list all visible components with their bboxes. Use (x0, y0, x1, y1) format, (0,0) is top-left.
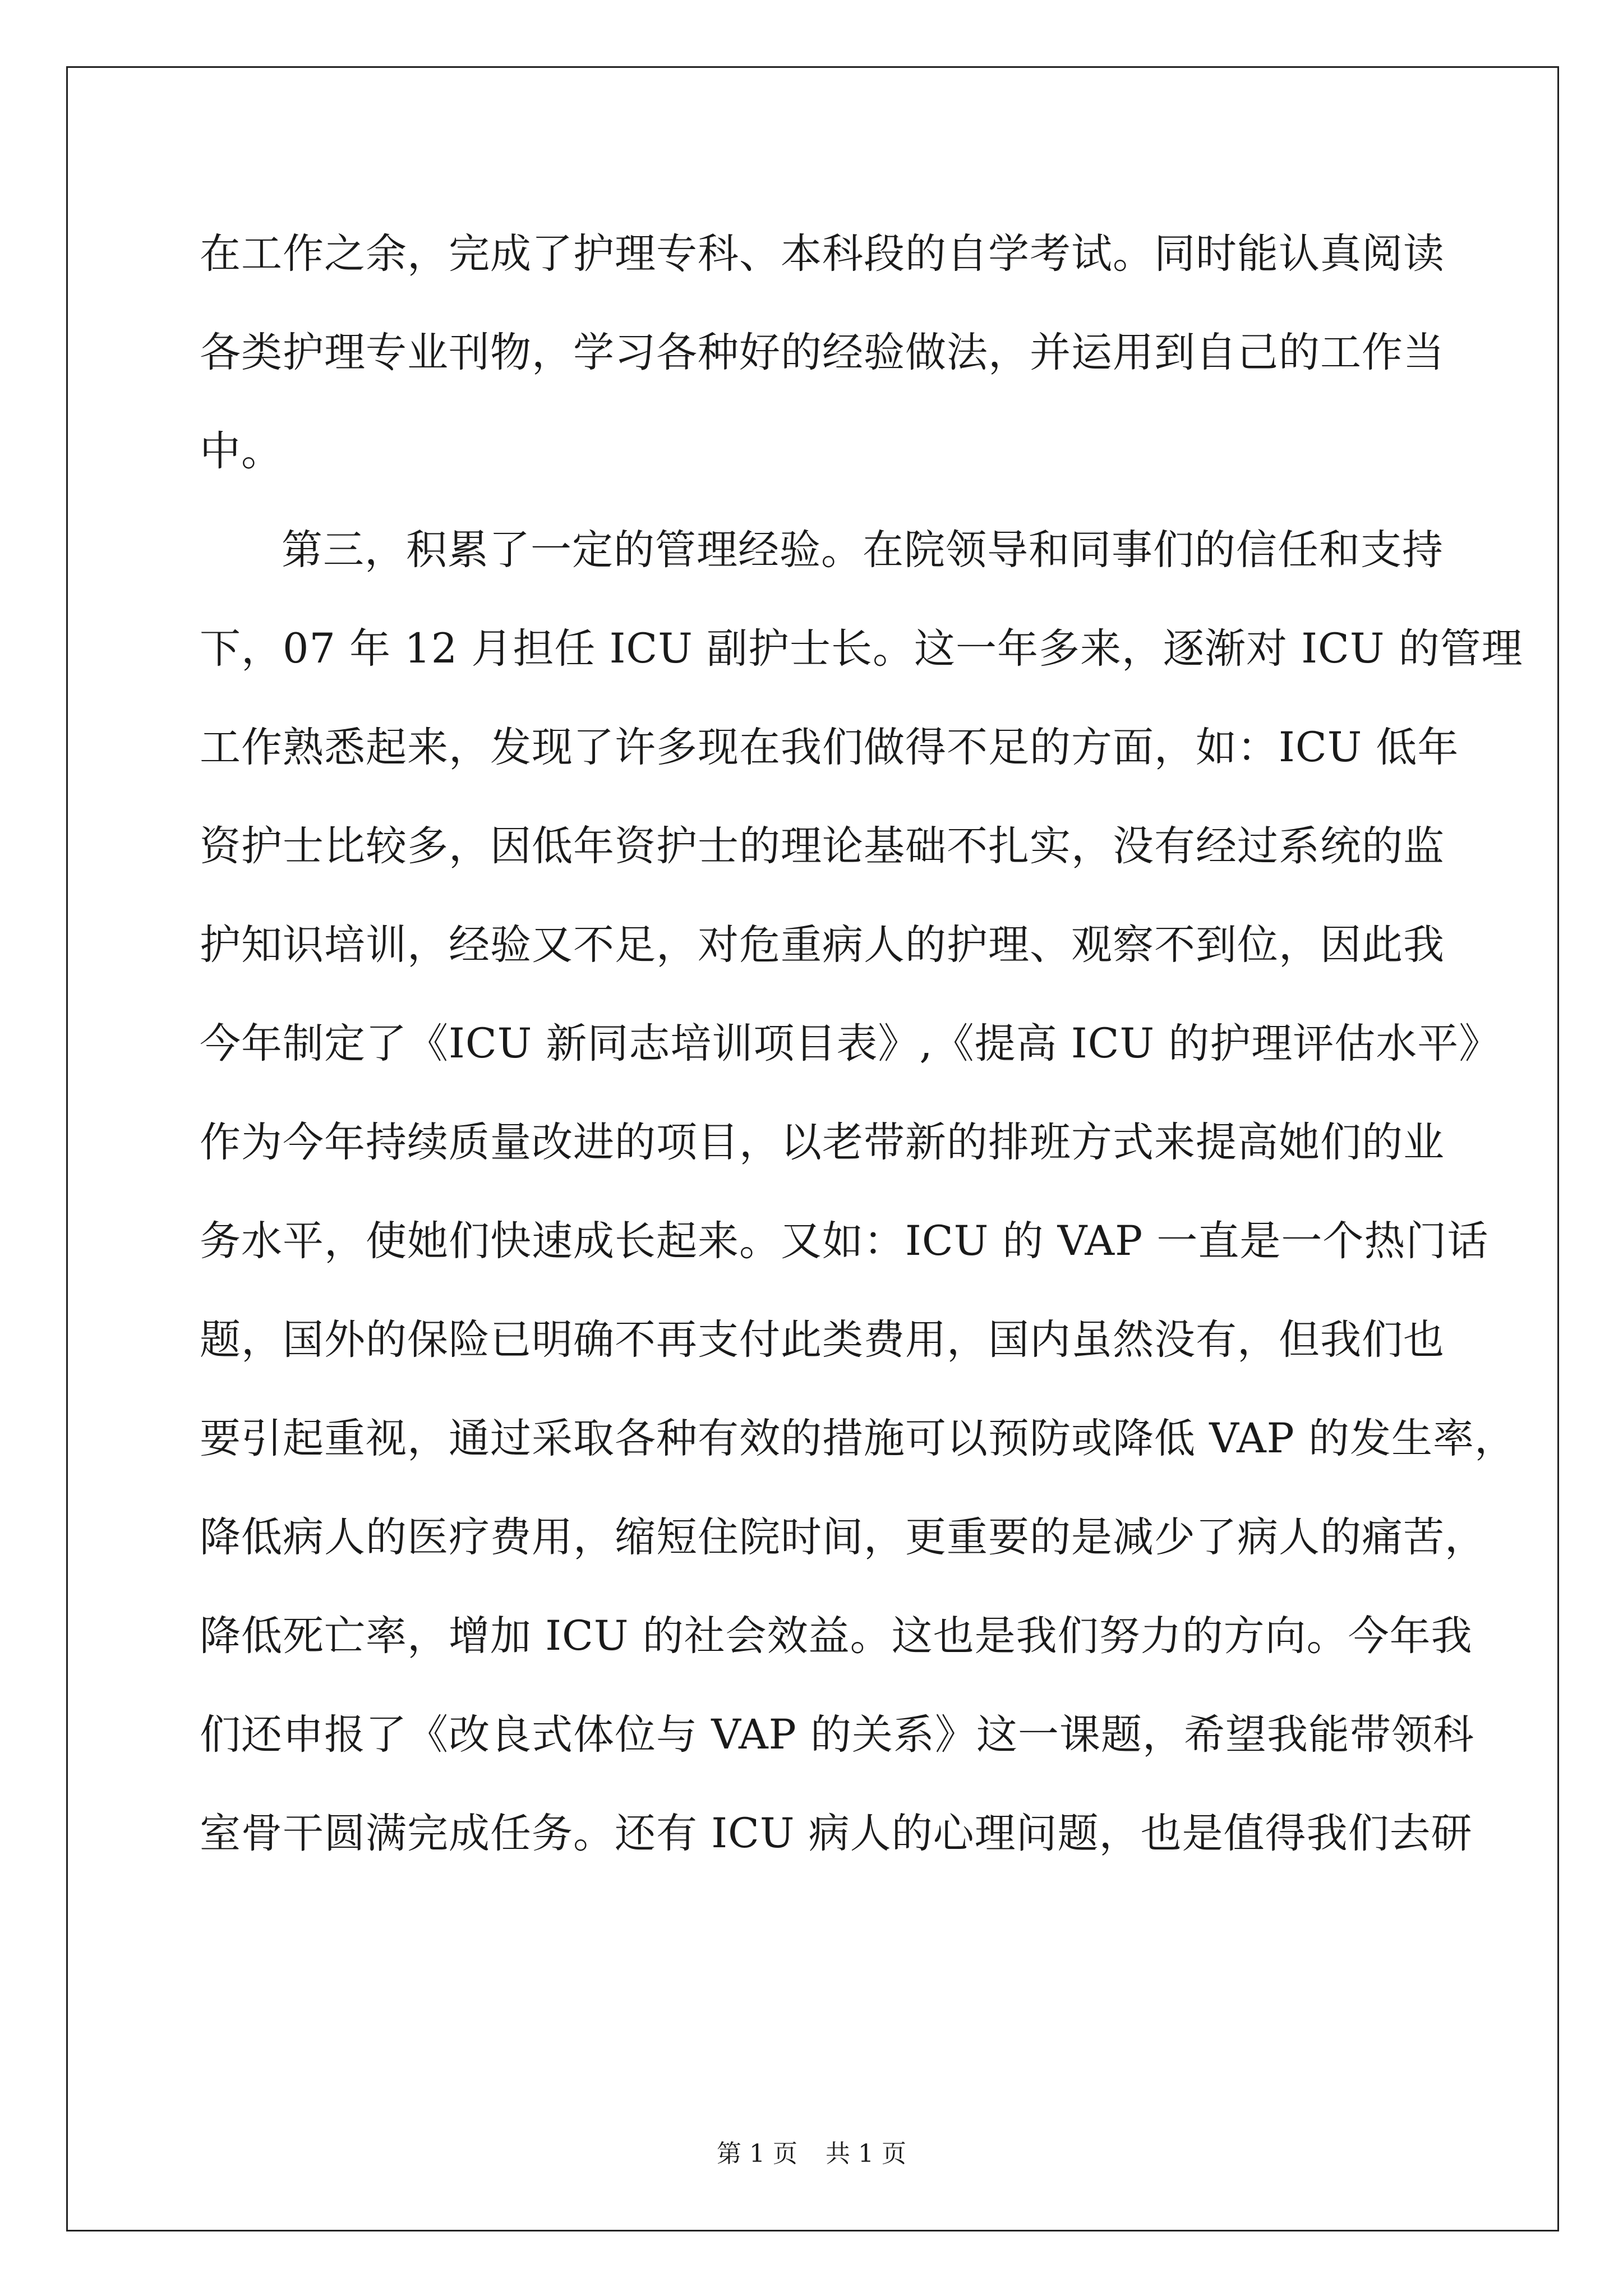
text-line: 们还申报了《改良式体位与 VAP 的关系》这一课题，希望我能带领科 (200, 1711, 1475, 1759)
page-footer (0, 2137, 1623, 2171)
page-number-current: 第 1 页 (717, 2139, 797, 2168)
text-line: 中。 (200, 427, 283, 475)
document-body (200, 205, 1523, 1883)
text-line: 资护士比较多，因低年资护士的理论基础不扎实，没有经过系统的监 (200, 822, 1445, 870)
text-line: 护知识培训，经验又不足，对危重病人的护理、观察不到位，因此我 (200, 921, 1445, 969)
text-line: 在工作之余，完成了护理专科、本科段的自学考试。同时能认真阅读 (200, 230, 1445, 278)
page-number-total: 共 1 页 (826, 2139, 906, 2168)
text-line: 要引起重视，通过采取各种有效的措施可以预防或降低 VAP 的发生率， (200, 1415, 1516, 1462)
text-line: 各类护理专业刊物，学习各种好的经验做法，并运用到自己的工作当 (200, 329, 1445, 376)
text-line: 工作熟悉起来，发现了许多现在我们做得不足的方面，如：ICU 低年 (200, 724, 1459, 771)
text-line: 务水平，使她们快速成长起来。又如：ICU 的 VAP 一直是一个热门话 (200, 1217, 1489, 1265)
text-line: 第三，积累了一定的管理经验。在院领导和同事们的信任和支持 (282, 526, 1444, 574)
text-line: 今年制定了《ICU 新同志培训项目表》,《提高 ICU 的护理评估水平》 (200, 1020, 1501, 1068)
text-line: 降低死亡率，增加 ICU 的社会效益。这也是我们努力的方向。今年我 (200, 1612, 1473, 1660)
text-line: 室骨干圆满完成任务。还有 ICU 病人的心理问题，也是值得我们去研 (200, 1810, 1473, 1857)
text-line: 作为今年持续质量改进的项目，以老带新的排班方式来提高她们的业 (200, 1119, 1445, 1166)
text-line: 下，07 年 12 月担任 ICU 副护士长。这一年多来，逐渐对 ICU 的管理 (200, 625, 1523, 673)
text-line: 题，国外的保险已明确不再支付此类费用，国内虽然没有，但我们也 (200, 1316, 1445, 1364)
text-line: 降低病人的医疗费用，缩短住院时间，更重要的是减少了病人的痛苦， (200, 1513, 1486, 1561)
